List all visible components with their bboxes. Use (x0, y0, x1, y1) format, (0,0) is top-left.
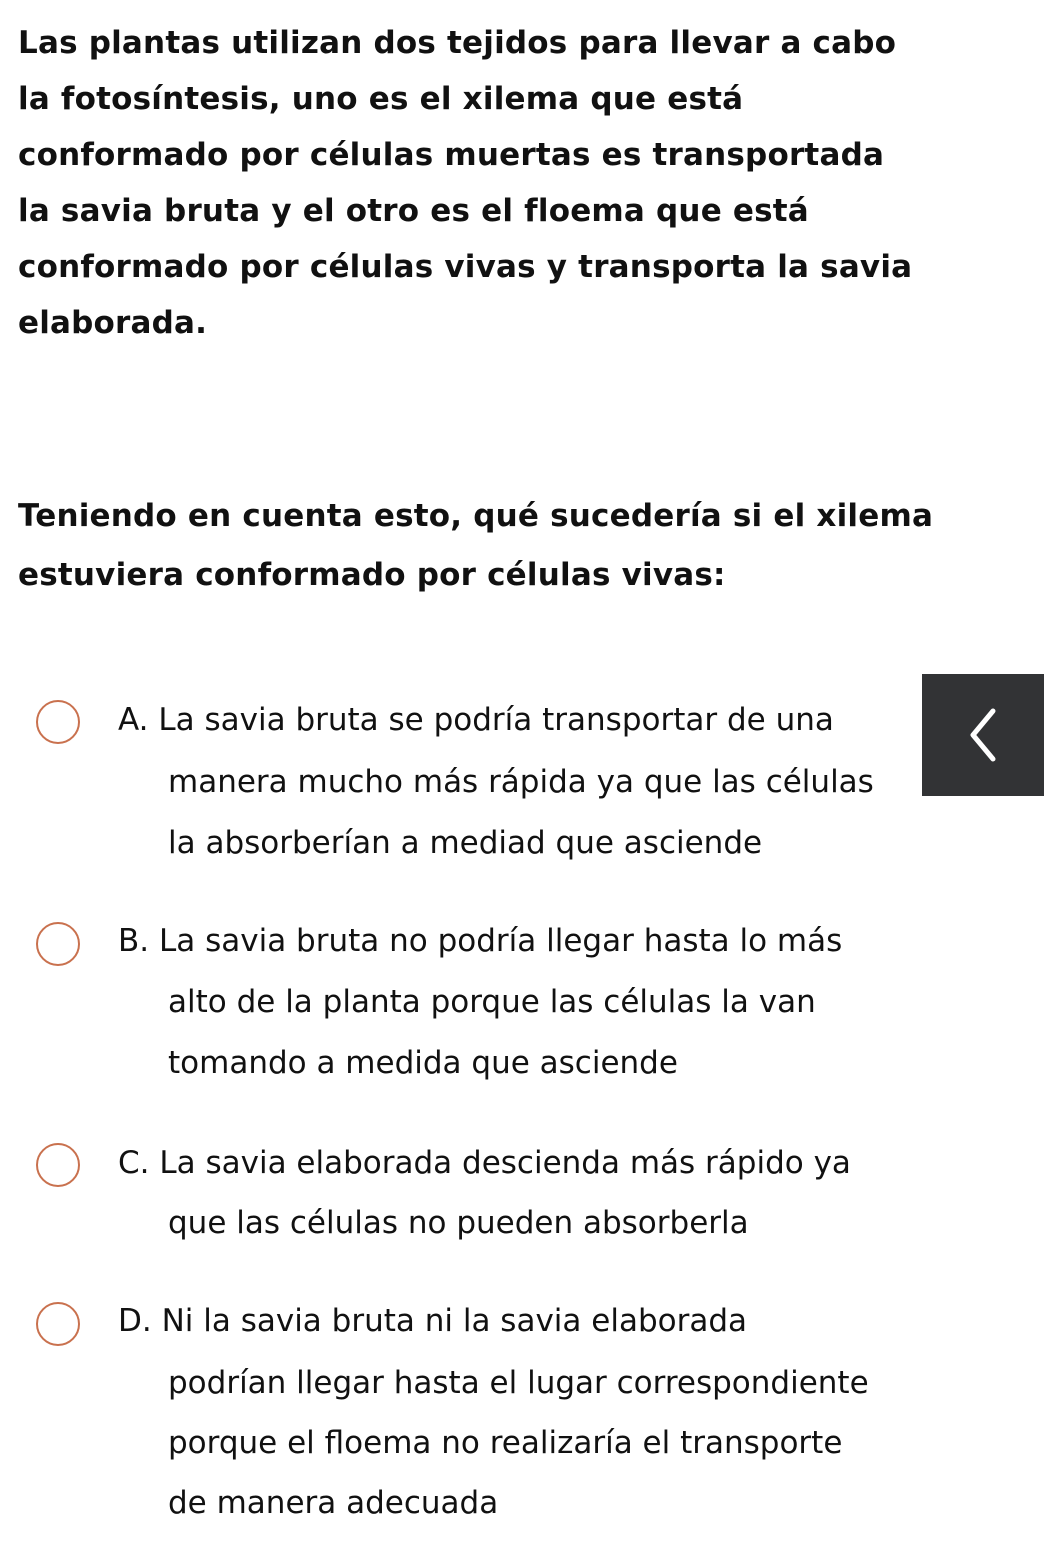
option-text: alto de la planta porque las células la van (168, 984, 816, 1020)
chevron-left-icon (963, 705, 1003, 765)
question-line: Teniendo en cuenta esto, qué sucedería si el xilema (18, 498, 934, 534)
collapse-panel-button[interactable] (922, 674, 1044, 796)
radio-button[interactable] (36, 1143, 80, 1187)
passage-line: conformado por células vivas y transporta la savia (18, 249, 913, 285)
passage-line: la savia bruta y el otro es el floema que está (18, 193, 809, 229)
option-text: podrían llegar hasta el lugar correspondiente (168, 1365, 869, 1401)
radio-button[interactable] (36, 922, 80, 966)
option-text: tomando a medida que asciende (168, 1045, 678, 1081)
passage-line: la fotosíntesis, uno es el xilema que está (18, 81, 744, 117)
option-text: A. La savia bruta se podría transportar de una (118, 702, 834, 738)
passage-line: Las plantas utilizan dos tejidos para llevar a cabo (18, 25, 897, 61)
option-text: C. La savia elaborada descienda más rápido ya (118, 1145, 851, 1181)
option-text: de manera adecuada (168, 1485, 499, 1521)
radio-button[interactable] (36, 700, 80, 744)
question-line: estuviera conformado por células vivas: (18, 557, 726, 593)
option-text: que las células no pueden absorberla (168, 1205, 749, 1241)
option-text: porque el floema no realizaría el transporte (168, 1425, 843, 1461)
option-text: B. La savia bruta no podría llegar hasta lo más (118, 923, 843, 959)
option-text: manera mucho más rápida ya que las células (168, 764, 874, 800)
radio-button[interactable] (36, 1302, 80, 1346)
option-text: la absorberían a mediad que asciende (168, 825, 763, 861)
passage-line: conformado por células muertas es transportada (18, 137, 885, 173)
passage-line: elaborada. (18, 305, 208, 341)
option-text: D. Ni la savia bruta ni la savia elaborada (118, 1303, 748, 1339)
